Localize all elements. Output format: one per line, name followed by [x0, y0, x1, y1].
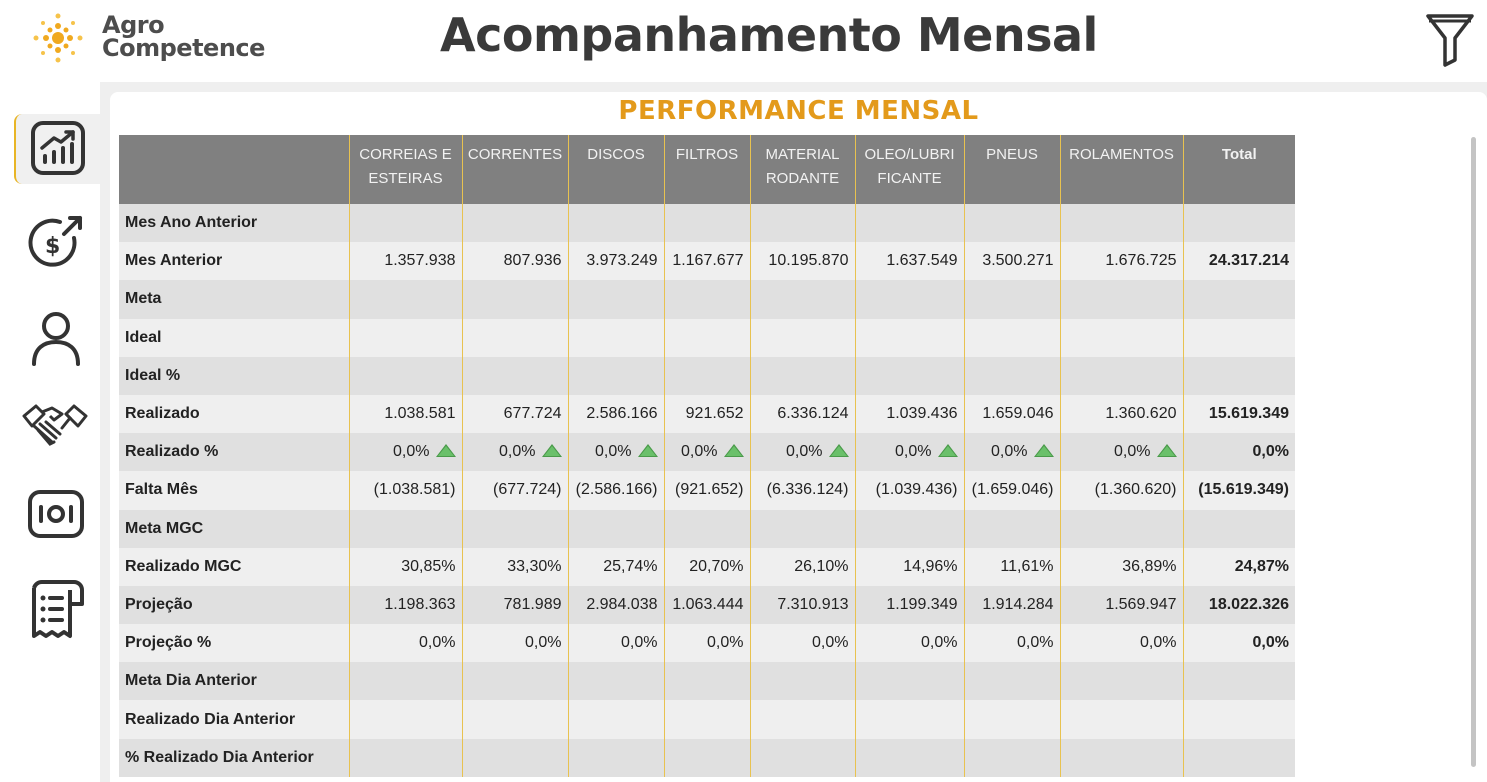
value-cell — [349, 739, 462, 777]
value-cell — [462, 548, 568, 586]
value-cell — [855, 510, 964, 548]
value-cell — [349, 700, 462, 738]
column-header-line: RODANTE — [765, 170, 840, 187]
value-cell — [664, 586, 750, 624]
value-cell — [855, 357, 964, 395]
table-row — [119, 242, 1295, 280]
value-cell — [750, 357, 855, 395]
table-row — [119, 471, 1295, 509]
row-label[interactable]: Falta Mês — [119, 471, 349, 509]
value-cell — [1060, 242, 1183, 280]
value-cell — [855, 548, 964, 586]
table-row — [119, 700, 1295, 738]
page-title: Acompanhamento Mensal — [440, 8, 1098, 62]
column-header[interactable] — [462, 135, 568, 204]
table-row — [119, 204, 1295, 242]
cell-value: 1.637.549 — [886, 252, 958, 270]
value-cell — [664, 395, 750, 433]
cell-value: (677.724) — [493, 481, 562, 499]
cell-value: 33,30% — [507, 557, 562, 575]
value-cell — [964, 242, 1060, 280]
cell-value: 6.336.124 — [777, 405, 849, 423]
row-label[interactable]: Mes Ano Anterior — [119, 204, 349, 242]
up-triangle-icon — [436, 444, 456, 457]
cell-value: 3.973.249 — [586, 252, 658, 270]
up-triangle-icon — [1157, 444, 1177, 457]
value-cell — [964, 395, 1060, 433]
cell-value: 0,0% — [1017, 634, 1054, 652]
value-cell — [568, 395, 664, 433]
value-cell — [664, 319, 750, 357]
value-cell — [1060, 471, 1183, 509]
value-cell — [964, 204, 1060, 242]
value-cell — [750, 395, 855, 433]
value-cell — [855, 280, 964, 318]
value-cell — [664, 662, 750, 700]
value-cell — [964, 548, 1060, 586]
value-cell — [1060, 700, 1183, 738]
value-cell — [664, 700, 750, 738]
value-cell — [964, 662, 1060, 700]
cell-value: 2.586.166 — [586, 405, 658, 423]
value-cell — [855, 395, 964, 433]
cell-value: 0,0% — [707, 634, 744, 652]
value-cell — [1060, 548, 1183, 586]
value-cell — [568, 586, 664, 624]
cell-value: 1.676.725 — [1105, 252, 1177, 270]
value-cell — [964, 280, 1060, 318]
value-cell — [1060, 357, 1183, 395]
nav-item-performance[interactable] — [14, 114, 100, 184]
table-row — [119, 662, 1295, 700]
value-cell — [964, 739, 1060, 777]
cell-value: 1.039.436 — [886, 405, 958, 423]
value-cell — [855, 242, 964, 280]
value-cell — [964, 624, 1060, 662]
value-cell — [750, 700, 855, 738]
column-header-line: ESTEIRAS — [368, 170, 443, 187]
cell-value: 0,0% — [1252, 443, 1289, 461]
value-cell — [462, 510, 568, 548]
row-label[interactable]: Realizado — [119, 395, 349, 433]
value-cell — [462, 433, 568, 471]
cell-value: 1.569.947 — [1105, 595, 1177, 613]
value-cell — [462, 739, 568, 777]
table-row — [119, 510, 1295, 548]
value-cell — [1060, 319, 1183, 357]
value-cell — [349, 280, 462, 318]
logo-line-1: Agro — [102, 11, 165, 39]
value-cell — [1060, 586, 1183, 624]
cell-value: 25,74% — [603, 557, 658, 575]
cell-value: 26,10% — [794, 557, 849, 575]
column-header-total[interactable] — [1183, 135, 1295, 204]
column-header-line: Total — [1221, 146, 1257, 163]
column-header-blank — [119, 135, 349, 204]
total-cell — [1183, 700, 1295, 738]
value-cell — [664, 242, 750, 280]
value-cell — [568, 510, 664, 548]
column-header-line: FICANTE — [877, 170, 942, 187]
value-cell — [349, 395, 462, 433]
value-cell — [462, 662, 568, 700]
column-header[interactable] — [349, 135, 462, 204]
value-cell — [349, 510, 462, 548]
column-header-line: DISCOS — [587, 146, 645, 163]
cell-value: 1.063.444 — [672, 595, 744, 613]
table-row — [119, 357, 1295, 395]
value-cell — [1060, 624, 1183, 662]
handshake-icon — [22, 394, 88, 456]
value-cell — [462, 395, 568, 433]
value-cell — [568, 662, 664, 700]
sidebar-nav — [0, 82, 100, 782]
cell-value: 0,0% — [499, 443, 536, 461]
performance-matrix-table — [119, 135, 1295, 777]
value-cell — [568, 319, 664, 357]
cell-value: 781.989 — [503, 595, 562, 613]
value-cell — [664, 433, 750, 471]
cell-value: 1.914.284 — [982, 595, 1054, 613]
nav-item-cash[interactable] — [14, 480, 100, 550]
value-cell — [349, 662, 462, 700]
total-cell — [1183, 624, 1295, 662]
up-triangle-icon — [542, 444, 562, 457]
row-label[interactable]: Realizado Dia Anterior — [119, 700, 349, 738]
value-cell — [1060, 395, 1183, 433]
value-cell — [349, 624, 462, 662]
value-cell — [664, 739, 750, 777]
value-cell — [750, 548, 855, 586]
value-cell — [855, 586, 964, 624]
cell-value: 1.360.620 — [1105, 405, 1177, 423]
value-cell — [750, 433, 855, 471]
cell-value: 3.500.271 — [982, 252, 1054, 270]
sun-logo-icon — [22, 6, 92, 76]
value-cell — [349, 586, 462, 624]
cell-value: (6.336.124) — [766, 481, 849, 499]
up-triangle-icon — [724, 444, 744, 457]
value-cell — [855, 739, 964, 777]
value-cell — [855, 433, 964, 471]
row-label[interactable]: % Realizado Dia Anterior — [119, 739, 349, 777]
value-cell — [750, 739, 855, 777]
value-cell — [349, 471, 462, 509]
value-cell — [568, 548, 664, 586]
row-label[interactable]: Ideal % — [119, 357, 349, 395]
value-cell — [664, 624, 750, 662]
nav-item-people[interactable] — [14, 302, 100, 372]
filter-icon[interactable] — [1424, 12, 1476, 68]
value-cell — [568, 739, 664, 777]
logo-line-2: Competence — [102, 34, 265, 62]
value-cell — [1060, 662, 1183, 700]
value-cell — [568, 204, 664, 242]
cell-value: (921.652) — [675, 481, 744, 499]
table-row — [119, 586, 1295, 624]
value-cell — [349, 548, 462, 586]
column-header-line: CORRENTES — [467, 146, 563, 163]
value-cell — [1060, 739, 1183, 777]
row-label[interactable]: Ideal — [119, 319, 349, 357]
value-cell — [964, 471, 1060, 509]
value-cell — [349, 242, 462, 280]
value-cell — [750, 280, 855, 318]
nav-item-partners[interactable] — [14, 390, 100, 460]
cell-value: 11,61% — [1000, 557, 1054, 575]
app-header — [0, 0, 1487, 82]
value-cell — [855, 204, 964, 242]
value-cell — [568, 357, 664, 395]
value-cell — [349, 319, 462, 357]
cell-value: 36,89% — [1122, 557, 1177, 575]
value-cell — [462, 280, 568, 318]
cell-value: 0,0% — [812, 634, 849, 652]
cell-value: 20,70% — [689, 557, 744, 575]
value-cell — [750, 662, 855, 700]
cell-value: 0,0% — [419, 634, 456, 652]
up-triangle-icon — [938, 444, 958, 457]
value-cell — [462, 700, 568, 738]
cell-value: 14,96% — [903, 557, 958, 575]
column-header-line: PNEUS — [986, 146, 1038, 163]
logo-text — [102, 11, 265, 62]
cell-value: 1.038.581 — [384, 405, 456, 423]
row-label[interactable]: Meta Dia Anterior — [119, 662, 349, 700]
column-header-line: ROLAMENTOS — [1069, 146, 1174, 163]
cell-value: 0,0% — [1252, 634, 1289, 652]
cell-value: 0,0% — [786, 443, 823, 461]
cash-icon — [26, 484, 86, 544]
column-header[interactable] — [855, 135, 964, 204]
up-triangle-icon — [1034, 444, 1054, 457]
value-cell — [568, 471, 664, 509]
total-cell — [1183, 242, 1295, 280]
value-cell — [750, 510, 855, 548]
value-cell — [1060, 433, 1183, 471]
cell-value: 0,0% — [1140, 634, 1177, 652]
total-cell — [1183, 662, 1295, 700]
cell-value: 0,0% — [921, 634, 958, 652]
table-row — [119, 739, 1295, 777]
table-row — [119, 548, 1295, 586]
value-cell — [664, 280, 750, 318]
nav-item-financial[interactable] — [14, 208, 100, 278]
value-cell — [568, 280, 664, 318]
value-cell — [664, 357, 750, 395]
value-cell — [855, 662, 964, 700]
column-header-line: FILTROS — [675, 146, 739, 163]
svg-text:$: $ — [45, 234, 61, 259]
cell-value: 1.167.677 — [672, 252, 744, 270]
total-cell — [1183, 586, 1295, 624]
column-header-line: MATERIAL — [765, 146, 840, 163]
nav-item-reports[interactable] — [14, 574, 100, 644]
cell-value: 807.936 — [503, 252, 562, 270]
value-cell — [462, 471, 568, 509]
total-cell — [1183, 204, 1295, 242]
money-growth-icon — [26, 212, 88, 274]
cell-value: 15.619.349 — [1208, 405, 1289, 423]
value-cell — [855, 319, 964, 357]
cell-value: 0,0% — [621, 634, 658, 652]
value-cell — [1060, 510, 1183, 548]
row-label[interactable]: Meta MGC — [119, 510, 349, 548]
value-cell — [1060, 280, 1183, 318]
value-cell — [964, 433, 1060, 471]
cell-value: 0,0% — [393, 443, 430, 461]
value-cell — [664, 471, 750, 509]
row-label[interactable]: Realizado MGC — [119, 548, 349, 586]
cell-value: 677.724 — [503, 405, 562, 423]
cell-value: 2.984.038 — [586, 595, 658, 613]
row-label[interactable]: Realizado % — [119, 433, 349, 471]
total-cell — [1183, 433, 1295, 471]
cell-value: 1.357.938 — [384, 252, 456, 270]
cell-value: 30,85% — [401, 557, 456, 575]
value-cell — [750, 319, 855, 357]
up-triangle-icon — [829, 444, 849, 457]
value-cell — [349, 357, 462, 395]
cell-value: 0,0% — [1114, 443, 1151, 461]
value-cell — [568, 433, 664, 471]
total-cell — [1183, 357, 1295, 395]
row-label[interactable]: Projeção % — [119, 624, 349, 662]
value-cell — [855, 624, 964, 662]
value-cell — [664, 510, 750, 548]
value-cell — [1060, 204, 1183, 242]
value-cell — [750, 204, 855, 242]
chart-icon — [28, 118, 88, 178]
cell-value: 18.022.326 — [1208, 595, 1289, 613]
total-cell — [1183, 739, 1295, 777]
cell-value: 10.195.870 — [768, 252, 849, 270]
user-icon — [26, 306, 86, 368]
column-header[interactable] — [1060, 135, 1183, 204]
cell-value: (1.659.046) — [971, 481, 1054, 499]
value-cell — [462, 586, 568, 624]
cell-value: 0,0% — [895, 443, 932, 461]
table-row — [119, 280, 1295, 318]
value-cell — [462, 204, 568, 242]
cell-value: (1.039.436) — [875, 481, 958, 499]
cell-value: 1.199.349 — [886, 595, 958, 613]
value-cell — [462, 357, 568, 395]
value-cell — [568, 700, 664, 738]
value-cell — [462, 242, 568, 280]
total-cell — [1183, 280, 1295, 318]
cell-value: (1.360.620) — [1094, 481, 1177, 499]
panel-title: PERFORMANCE MENSAL — [618, 96, 979, 126]
column-header[interactable] — [750, 135, 855, 204]
value-cell — [462, 319, 568, 357]
total-cell — [1183, 548, 1295, 586]
value-cell — [568, 624, 664, 662]
cell-value: 0,0% — [525, 634, 562, 652]
cell-value: 24,87% — [1234, 557, 1289, 575]
value-cell — [964, 319, 1060, 357]
column-header-line: CORREIAS E — [359, 146, 452, 163]
column-header[interactable] — [568, 135, 664, 204]
value-cell — [664, 548, 750, 586]
table-row — [119, 319, 1295, 357]
value-cell — [349, 433, 462, 471]
value-cell — [855, 700, 964, 738]
cell-value: (15.619.349) — [1198, 481, 1289, 499]
cell-value: 24.317.214 — [1208, 252, 1289, 270]
cell-value: 1.198.363 — [384, 595, 456, 613]
value-cell — [664, 204, 750, 242]
cell-value: 0,0% — [991, 443, 1028, 461]
vertical-scrollbar[interactable] — [1471, 137, 1476, 767]
cell-value: 921.652 — [685, 405, 744, 423]
total-cell — [1183, 395, 1295, 433]
row-label[interactable]: Mes Anterior — [119, 242, 349, 280]
cell-value: (1.038.581) — [373, 481, 456, 499]
cell-value: 0,0% — [595, 443, 632, 461]
row-label[interactable]: Projeção — [119, 586, 349, 624]
value-cell — [964, 586, 1060, 624]
cell-value: 1.659.046 — [982, 405, 1054, 423]
value-cell — [750, 624, 855, 662]
table-row — [119, 433, 1295, 471]
table-row — [119, 624, 1295, 662]
value-cell — [750, 586, 855, 624]
receipt-icon — [26, 578, 86, 642]
table-header-row — [119, 135, 1295, 204]
cell-value: 7.310.913 — [777, 595, 849, 613]
total-cell — [1183, 510, 1295, 548]
value-cell — [568, 242, 664, 280]
table-row — [119, 395, 1295, 433]
column-header-line: OLEO/LUBRI — [864, 146, 955, 163]
value-cell — [964, 700, 1060, 738]
total-cell — [1183, 319, 1295, 357]
value-cell — [855, 471, 964, 509]
value-cell — [462, 624, 568, 662]
column-header[interactable] — [964, 135, 1060, 204]
value-cell — [750, 242, 855, 280]
up-triangle-icon — [638, 444, 658, 457]
total-cell — [1183, 471, 1295, 509]
cell-value: (2.586.166) — [575, 481, 658, 499]
cell-value: 0,0% — [681, 443, 718, 461]
row-label[interactable]: Meta — [119, 280, 349, 318]
value-cell — [349, 204, 462, 242]
value-cell — [750, 471, 855, 509]
column-header[interactable] — [664, 135, 750, 204]
agro-competence-logo — [22, 6, 282, 76]
value-cell — [964, 510, 1060, 548]
value-cell — [964, 357, 1060, 395]
